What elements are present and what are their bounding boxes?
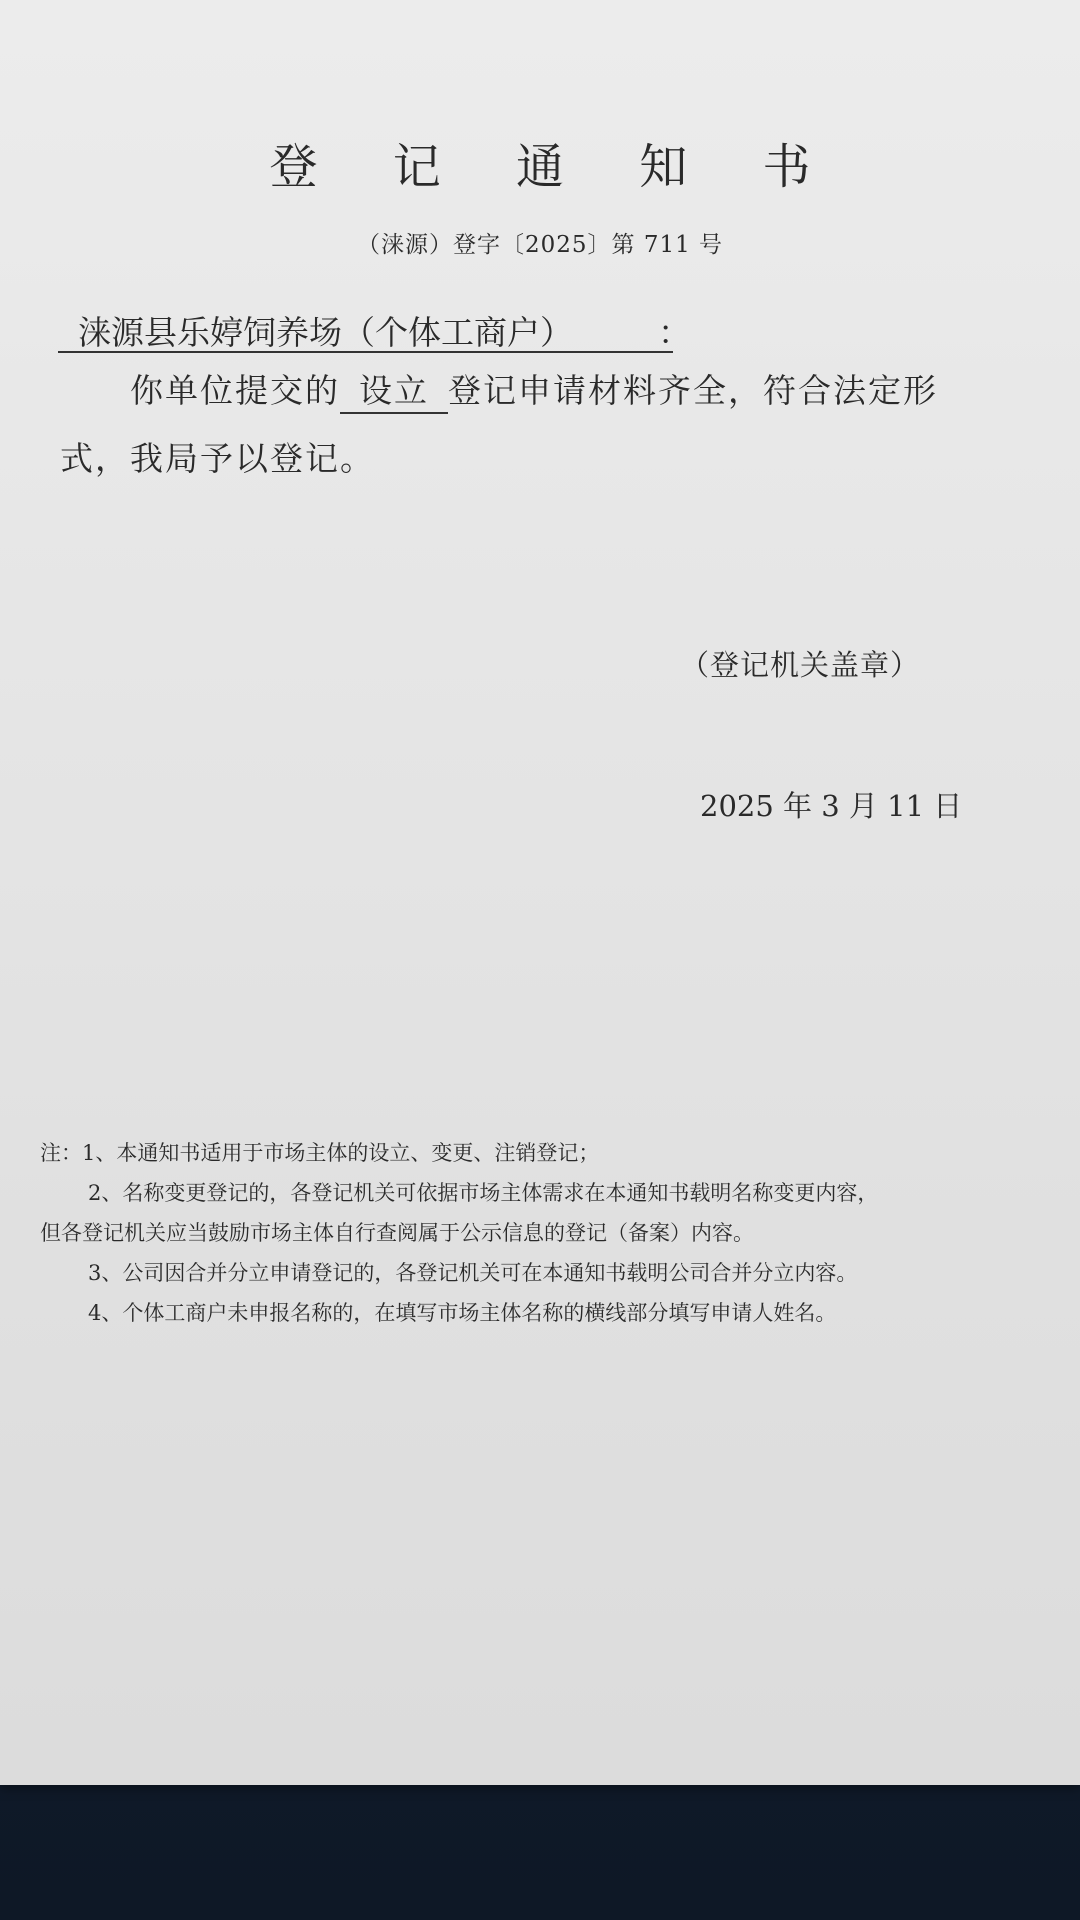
- document-title: 登 记 通 知 书: [269, 139, 841, 195]
- addressee-colon: ：: [658, 313, 691, 352]
- document-number: （涞源）登字〔2025〕第 711 号: [356, 232, 724, 258]
- addressee-line: [58, 303, 691, 353]
- note-2-continued: 但各登记机关应当鼓励市场主体自行查阅属于公示信息的登记（备案）内容。: [40, 1221, 754, 1245]
- note-3: 3、公司因合并分立申请登记的，各登记机关可在本通知书载明公司合并分立内容。: [88, 1261, 858, 1285]
- body-line1-suffix: 登记申请材料齐全，符合法定形: [448, 371, 938, 410]
- body-line1-prefix: 你单位提交的: [130, 371, 340, 410]
- body-paragraph-line-2: 式，我局予以登记。: [60, 439, 375, 478]
- issue-date: 2025 年 3 月 11 日: [700, 789, 963, 823]
- note-4: 4、个体工商户未申报名称的，在填写市场主体名称的横线部分填写申请人姓名。: [88, 1301, 837, 1325]
- registration-type-field: 设立: [340, 370, 448, 414]
- body-paragraph-line-1: [130, 365, 938, 414]
- notes-section: [40, 1133, 1040, 1333]
- note-1: 注：1、本通知书适用于市场主体的设立、变更、注销登记；: [40, 1141, 600, 1165]
- addressee-name: 涞源县乐婷饲养场（个体工商户）: [78, 313, 573, 352]
- seal-placeholder: （登记机关盖章）: [680, 648, 921, 682]
- note-2: 2、名称变更登记的，各登记机关可依据市场主体需求在本通知书载明名称变更内容，: [88, 1181, 879, 1205]
